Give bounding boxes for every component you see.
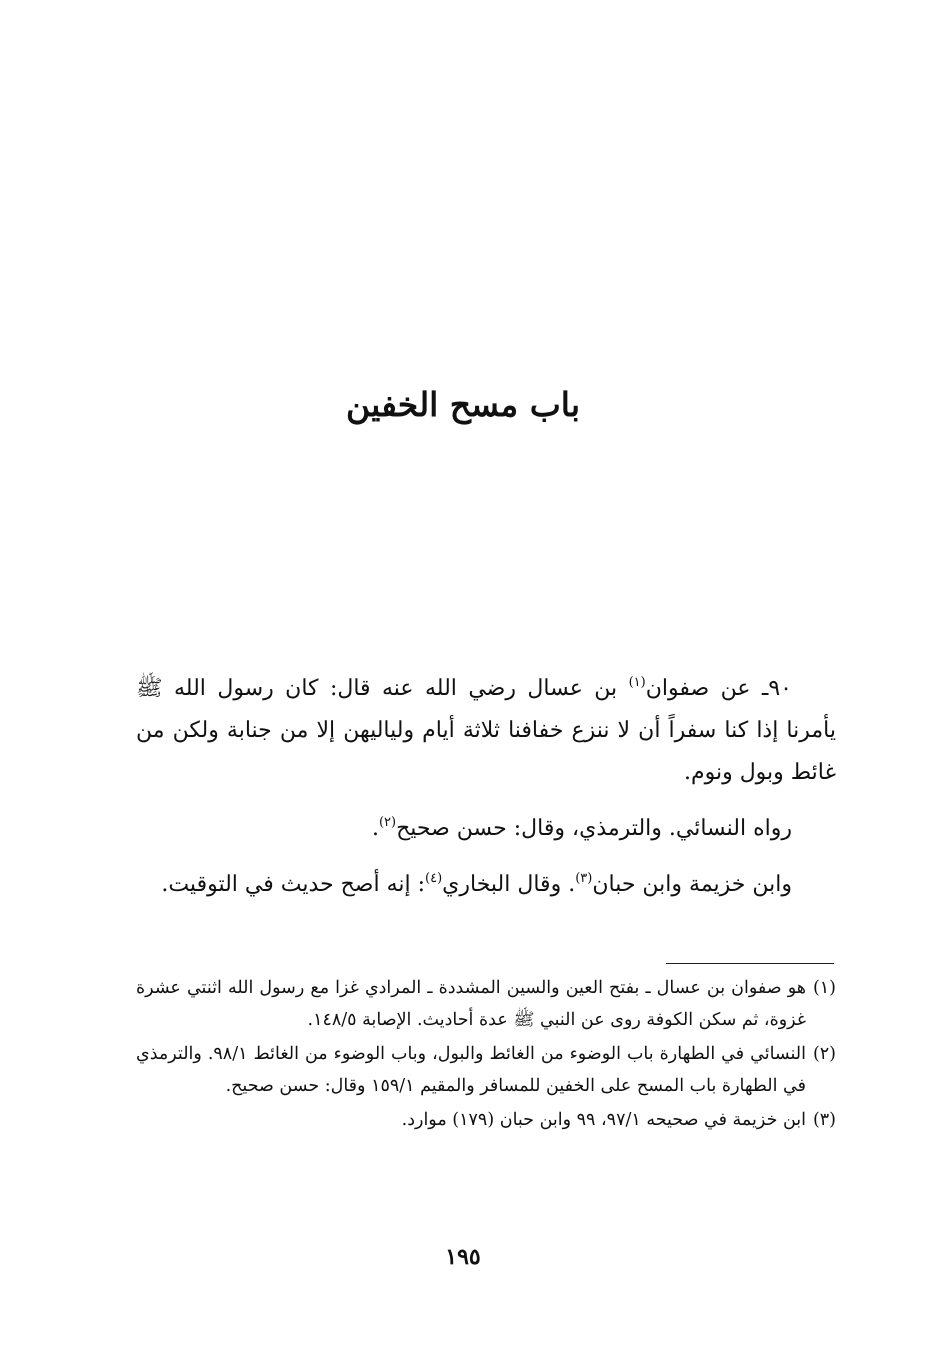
hadith-number: ٩٠ (768, 676, 792, 701)
footnote-2 (136, 1038, 836, 1102)
footnote-text: ابن خزيمة في صحيحه ٩٧/١، ٩٩ وابن حبان (١٧٩) موارد. (401, 1110, 806, 1130)
footnote-ref-2[interactable]: (٢) (378, 815, 397, 830)
footnote-3 (136, 1104, 836, 1136)
hadith-paragraph (136, 668, 836, 794)
page-number: ١٩٥ (445, 1244, 481, 1270)
narration-paragraph-1 (136, 808, 836, 850)
narration-2-text-3: : إنه أصح حديث في التوقيت. (161, 872, 426, 897)
narration-2-text-2: . وقال البخاري (442, 872, 576, 897)
footnote-number: (٣) (812, 1110, 836, 1130)
footnote-ref-1[interactable]: (١) (628, 675, 646, 690)
hadith-text-start: ـ عن صفوان (645, 676, 769, 701)
chapter-title: باب مسح الخفين (346, 385, 580, 424)
narration-paragraph-2 (136, 862, 836, 908)
footnote-number: (١) (812, 978, 836, 998)
footnote-text: النسائي في الطهارة باب الوضوء من الغائط والبول، وباب الوضوء من الغائط ٩٨/١. والترمذي في الطهارة باب المسح على الخفين للمسافر والمقيم ١٥٩/١ وقال: حسن صحيح. (136, 1044, 806, 1096)
narration-2-text-1: وابن خزيمة وابن حبان (592, 872, 792, 897)
footnote-1 (136, 972, 836, 1036)
footnote-separator (666, 963, 834, 964)
footnote-ref-3[interactable]: (٣) (575, 871, 593, 886)
narration-1-text: رواه النسائي. والترمذي، وقال: حسن صحيح (396, 816, 792, 841)
hadith-text-rest: بن عسال رضي الله عنه قال: كان رسول الله ﷺ يأمرنا إذا كنا سفراً أن لا ننزع خفافنا ثلاثة أيام ولياليهن إلا من جنابة ولكن من غائط وبول ونوم. (136, 676, 836, 785)
footnote-ref-4[interactable]: (٤) (425, 871, 443, 886)
footnote-number: (٢) (812, 1044, 836, 1064)
footnotes (136, 972, 836, 1136)
narration-1-end: . (371, 816, 379, 841)
footnote-text: هو صفوان بن عسال ـ بفتح العين والسين المشددة ـ المرادي غزا مع رسول الله اثنتي عشرة غزوة، ثم سكن الكوفة روى عن النبي ﷺ عدة أحاديث. الإصابة ١٤٨/٥. (136, 978, 806, 1030)
